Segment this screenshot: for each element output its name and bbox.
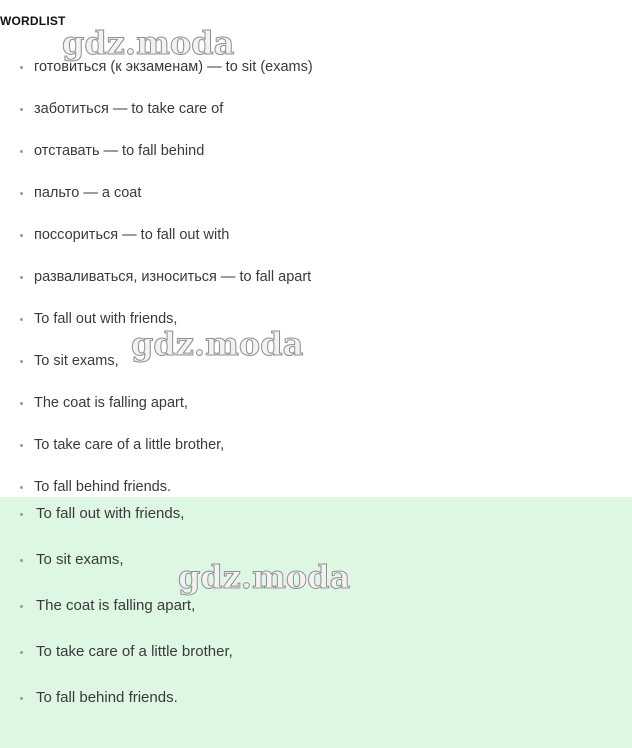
vocabulary-item-list	[0, 58, 632, 496]
list-item: разваливаться, износиться — to fall apart	[0, 268, 632, 286]
list-item: To sit exams,	[0, 352, 632, 370]
list-item: To take care of a little brother,	[0, 436, 632, 454]
list-item: готовиться (к экзаменам) — to sit (exams)	[0, 58, 632, 76]
list-item: To fall out with friends,	[0, 310, 632, 328]
answer-section	[0, 497, 632, 748]
list-item: To fall behind friends.	[0, 689, 632, 707]
list-item: To sit exams,	[0, 551, 632, 569]
list-item: To fall behind friends.	[0, 478, 632, 496]
watermark: gdz.moda	[131, 325, 304, 363]
list-item: поссориться — to fall out with	[0, 226, 632, 244]
list-item: отставать — to fall behind	[0, 142, 632, 160]
watermark: gdz.moda	[178, 558, 351, 596]
watermark: gdz.moda	[62, 24, 235, 62]
list-item: The coat is falling apart,	[0, 597, 632, 615]
vocabulary-section	[0, 52, 632, 500]
page-title: WORDLIST	[0, 14, 66, 28]
list-item: заботиться — to take care of	[0, 100, 632, 118]
list-item: пальто — a coat	[0, 184, 632, 202]
list-item: The coat is falling apart,	[0, 394, 632, 412]
list-item: To take care of a little brother,	[0, 643, 632, 661]
answer-item-list	[0, 505, 632, 707]
list-item: To fall out with friends,	[0, 505, 632, 523]
